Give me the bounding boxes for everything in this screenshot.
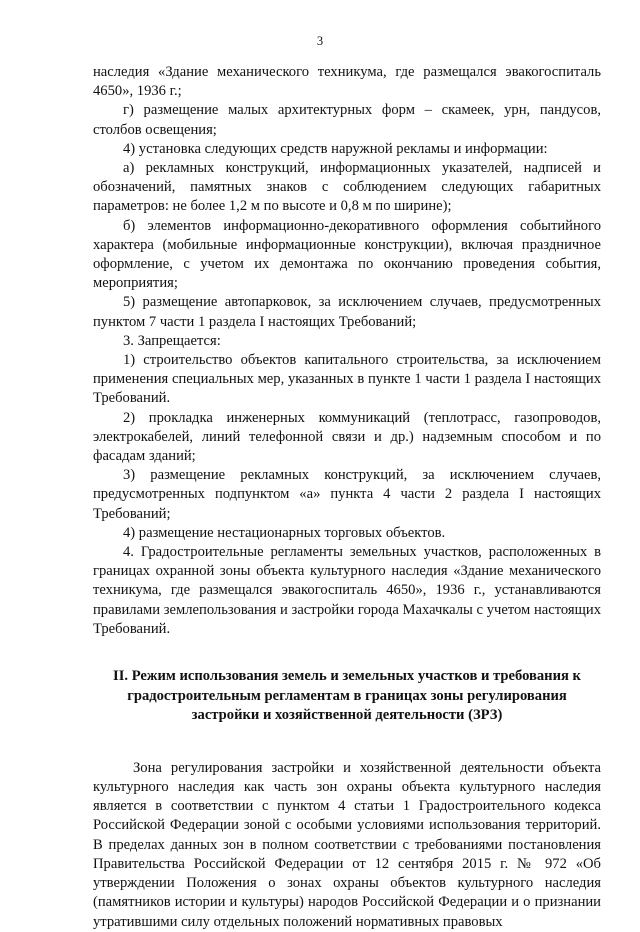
paragraph: 3. Запрещается: xyxy=(123,332,221,349)
section-heading-line: градостроительным регламентам в границах зоны регулирования xyxy=(127,687,567,704)
section-heading-line: застройки и хозяйственной деятельности (ЗРЗ) xyxy=(191,707,503,724)
paragraph: 4) установка следующих средств наружной рекламы и информации: xyxy=(123,140,548,157)
paragraph: г) размещение малых архитектурных форм – скамеек, урн, пандусов, столбов освещения; xyxy=(93,102,601,138)
paragraph: 4. Градостроительные регламенты земельных участков, расположенных в границах охранной зоны объекта культурного наследия «Здание механического техникума, где размещался эвакогоспиталь 4650», 1936 г., устанавливаются правилами землепользования и застройки города Махачкалы с учетом настоящих Требований. xyxy=(93,544,601,637)
paragraph: 1) строительство объектов капитального строительства, за исключением применения специальных мер, указанных в пункте 1 части 1 раздела I настоящих Требований. xyxy=(93,352,601,407)
paragraph: наследия «Здание механического техникума, где размещался эвакогоспиталь 4650», 1936 г.; xyxy=(93,64,601,100)
paragraph: 5) размещение автопарковок, за исключением случаев, предусмотренных пунктом 7 части 1 раздела I настоящих Требований; xyxy=(93,294,601,330)
paragraph: а) рекламных конструкций, информационных указателей, надписей и обозначений, памятных знаков с соблюдением следующих габаритных параметров: не более 1,2 м по высоте и 0,8 м по ширине); xyxy=(93,160,601,215)
paragraph: Зона регулирования застройки и хозяйственной деятельности объекта культурного наследия как часть зон охраны объекта культурного наследия является в соответствии с пунктом 4 статьи 1 Градостроительного кодекса Российской Федерации зоной с особыми условиями использования территорий. В пределах данных зон в полном соответствии с требованиями постановления Правительства Российской Федерации от 12 сентября 2015 г. № 972 «Об утверждении Положения о зонах охраны объектов культурного наследия (памятников истории и культуры) народов Российской Федерации и о признании утратившими силу отдельных положений нормативных правовых xyxy=(93,759,601,930)
paragraph: 3) размещение рекламных конструкций, за исключением случаев, предусмотренных подпунктом «а» пункта 4 части 2 раздела I настоящих Требований; xyxy=(93,467,601,522)
paragraph: б) элементов информационно-декоративного оформления событийного характера (мобильные информационные конструкции), включая праздничное оформление, с учетом их демонтажа по окончанию проведения события, мероприятия; xyxy=(93,217,601,292)
paragraph: 2) прокладка инженерных коммуникаций (теплотрасс, газопроводов, электрокабелей, линий телефонной связи и др.) надземным способом и по фасадам зданий; xyxy=(93,409,601,465)
section-heading xyxy=(93,667,601,726)
section-heading-line: II. Режим использования земель и земельных участков и требования к xyxy=(113,668,581,685)
page-number: 3 xyxy=(316,34,324,48)
paragraph: 4) размещение нестационарных торговых объектов. xyxy=(123,524,446,541)
document-body xyxy=(93,63,601,932)
